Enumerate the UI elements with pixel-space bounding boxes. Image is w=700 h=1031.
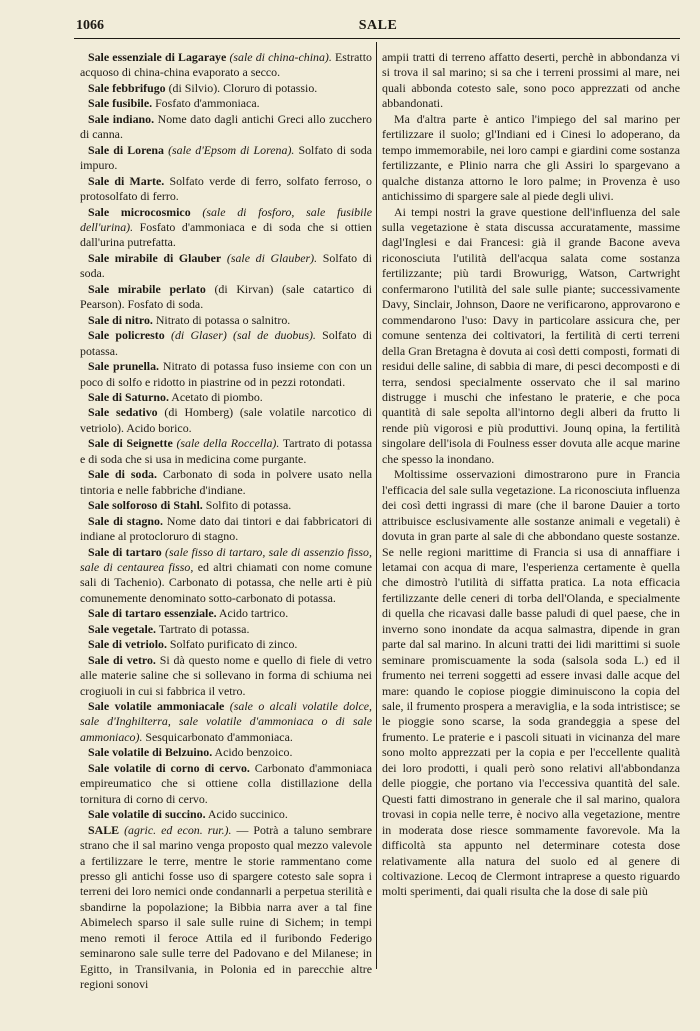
entry-definition: (di Homberg) (sale volatile narcotico di vetriolo). Acido borico.	[80, 405, 372, 435]
entry-headword: Sale prunella.	[88, 359, 159, 374]
entry-definition: Nome dato dagli antichi Greci allo zucchero di canna.	[80, 111, 372, 142]
entry-headword: Sale vegetale.	[88, 621, 157, 636]
dictionary-entry	[80, 622, 372, 637]
entry-headword: Sale di Marte.	[88, 173, 165, 188]
dictionary-entry	[80, 112, 372, 143]
dictionary-entry	[80, 96, 372, 111]
entry-definition: Tartrato di potassa.	[156, 621, 250, 636]
dictionary-entry	[80, 205, 372, 251]
scan-watermark	[545, 1018, 685, 1031]
dictionary-entry	[80, 823, 372, 993]
entry-synonym: (sale di Glauber).	[226, 250, 318, 265]
dictionary-entry	[80, 359, 372, 390]
entry-headword: Sale volatile di succino.	[88, 807, 206, 822]
left-column	[80, 50, 372, 993]
entry-definition: Solfato purificato di zinco.	[166, 637, 298, 652]
entry-headword: Sale indiano.	[88, 111, 155, 126]
entry-synonym: (sale di china-china).	[229, 50, 332, 64]
header-rule	[74, 38, 680, 39]
entry-definition: Si dà questo nome e quello di fiele di vetro alle materie saline che si sollevano in forma di schiuma nei crogiuoli in cui si fabbrica il vetro.	[80, 652, 372, 698]
dictionary-entry	[80, 50, 372, 81]
entry-headword: Sale di Seignette	[88, 436, 173, 451]
dictionary-entry	[80, 514, 372, 545]
entry-headword: Sale di tartaro	[88, 544, 162, 559]
entry-definition: Acido tartrico.	[216, 606, 289, 621]
entry-synonym: (sale di fosforo, sale fusibile dell'urina).	[80, 204, 372, 234]
entry-definition: Solfito di potassa.	[202, 498, 292, 513]
dictionary-entry	[80, 637, 372, 652]
entry-definition: Nome dato dai tintori e dai fabbricatori di indiane al protocloruro di stagno.	[80, 513, 373, 544]
dictionary-entry	[80, 405, 372, 436]
entry-headword: Sale di soda.	[88, 467, 157, 482]
entry-headword: Sale volatile ammoniacale	[88, 699, 225, 714]
running-title: SALE	[358, 18, 398, 33]
entry-definition: Nitrato di potassa o salnitro.	[152, 312, 291, 327]
entry-definition: Fosfato d'ammoniaca e di soda che si ottien dall'urina putrefatta.	[80, 219, 372, 250]
entry-definition: Solfato verde di ferro, solfato ferroso, o protosolfato di ferro.	[80, 173, 372, 204]
dictionary-entry	[80, 436, 372, 467]
entry-headword: Sale di tartaro essenziale.	[88, 606, 217, 621]
entry-headword: Sale fusibile.	[88, 96, 153, 111]
entry-synonym: (di Glaser) (sal de duobus).	[170, 328, 316, 343]
entry-headword: Sale solforoso di Stahl.	[88, 498, 203, 513]
entry-definition: Carbonato d'ammoniaca empireumatico che si ottiene colla distillazione della tornitura di corno di cervo.	[80, 760, 373, 806]
entry-definition: Carbonato di soda in polvere usato nella tintoria e nelle fabbriche d'indiane.	[80, 467, 373, 497]
entry-headword: Sale di nitro.	[88, 312, 153, 327]
body-paragraph: Ma d'altra parte è antico l'impiego del sal marino per fertilizzare il suolo; gl'Indiani ed i Cinesi lo adoperano, da tempo immemorabile, nei loro campi e giardini come sostanza fertilizzante, e Plinio narra che gli Assiri lo spargevano a qualche distanza attorno le loro palme; in Provenza è uso antichissimo di spargere sale al piede degli ulivi.	[382, 111, 680, 204]
entry-definition: Acido benzoico.	[212, 745, 293, 760]
entry-headword: Sale volatile di corno di cervo.	[88, 760, 250, 775]
entry-headword: Sale microcosmico	[88, 204, 191, 219]
dictionary-entry	[80, 745, 372, 760]
column-divider	[376, 42, 377, 969]
dictionary-entry	[80, 174, 372, 205]
entry-definition: — Potrà a taluno sembrare strano che il sal marino venga proposto qual mezzo valevole a fertilizzare le terre, mentre le storie rammentano come presso gli antichi fosse uso di spargere cotesto sale sopra i terreni dei loro nemici onde condannarli a perpetua sterilità e sbandirne la popolazione; la Bibbia narra aver a tal fine Abimelech sparso il sale sulle ruine di Sichem; in tempi meno remoti il feroce Attila ed il furibondo Federigo seminarono sale sulle terre del Padovano e del Milanese; in Egitto, in Transilvania, in Polonia ed in parecchie altre regioni sonovi	[80, 822, 372, 992]
dictionary-entry	[80, 498, 372, 513]
entry-headword: Sale di vetriolo.	[88, 637, 167, 652]
entry-synonym: (sale fisso di tartaro, sale di assenzio fisso, sale di centaurea fisso,	[80, 544, 372, 574]
entry-synonym: (sale d'Epsom di Lorena).	[168, 142, 295, 157]
dictionary-entry	[80, 313, 372, 328]
entry-headword: Sale di Saturno.	[88, 389, 169, 404]
entry-definition: (di Silvio). Cloruro di potassio.	[165, 80, 318, 95]
page-number: 1066	[76, 18, 104, 33]
dictionary-entry	[80, 761, 372, 807]
entry-synonym: (agric. ed econ. rur.).	[124, 822, 232, 837]
entry-synonym: (sale o alcali volatile dolce, sale d'Inghilterra, sale volatile d'ammoniaca o di sale ammoniaco).	[80, 699, 372, 744]
body-paragraph: Ai tempi nostri la grave questione dell'influenza del sale sulla vegetazione è stata discussa accuratamente, massime dagl'Inglesi e dai Francesi: già il grande Bacone aveva riconosciuta l'utilità dell'acqua salata come sostanza fertilizzante; più tardi Browurigg, Watson, Cartwright confermarono l'utilità del sale sulle piante; successivamente Davy, Sinclair, Johnson, Daore ne verificarono, approvarono e commendarono l'uso: Davy in particolare assicura che, per comune sentenza dei coltivatori, la fertilità di certi terreni della Gran Bretagna è dovuta ai così detti composti, formati di residui delle saline, di sabbia di mare, di pesci decomposti e di terra, sendosi specialmente osservato che il sal marino distrugge i muschi che infestano le praterie, e che poca quantità di sale sepolta all'intorno degli alberi da frutto li rende più vigorosi e più produttivi. Jounq opina, la fertilità singolare dell'isola di Foulness esser dovuta alle acque marine che spesso la inondano.	[382, 204, 680, 466]
dictionary-entry	[80, 545, 372, 607]
dictionary-entry	[80, 807, 372, 822]
entry-headword: Sale di stagno.	[88, 513, 163, 528]
entry-headword: Sale policresto	[88, 328, 165, 343]
entry-definition: Acido succinico.	[205, 807, 288, 822]
entry-synonym: (sale della Roccella).	[176, 436, 280, 451]
entry-definition: Acetato di piombo.	[168, 389, 263, 404]
entry-headword: Sale volatile di Belzuino.	[88, 745, 213, 760]
dictionary-entry	[80, 81, 372, 96]
dictionary-entry	[80, 328, 372, 359]
dictionary-entry	[80, 653, 372, 699]
entry-headword: Sale sedativo	[88, 405, 158, 420]
entry-headword: Sale mirabile di Glauber	[88, 250, 222, 265]
entry-headword: Sale di vetro.	[88, 652, 156, 667]
entry-headword: Sale febbrifugo	[88, 80, 166, 95]
entry-definition: ed altri chiamati con nome comune sali di Tachenio). Carbonato di potassa, che nelle arti è più comunemente denominato sotto-carbonato di potassa.	[80, 559, 372, 605]
body-paragraph: ampii tratti di terreno affatto deserti, perchè in abbondanza vi si trova il sal marino; si sa che i terreni prossimi al mare, nei quali abbonda cotesto sale, sono poco apprezzati od anche abbandonati.	[382, 50, 680, 111]
entry-definition: Fosfato d'ammoniaca.	[152, 96, 260, 111]
dictionary-entry	[80, 251, 372, 282]
dictionary-entry	[80, 390, 372, 405]
dictionary-entry	[80, 699, 372, 745]
entry-headword: Sale di Lorena	[88, 142, 164, 157]
dictionary-entry	[80, 143, 372, 174]
dictionary-entry	[80, 606, 372, 621]
entry-definition: Sesquicarbonato d'ammoniaca.	[142, 729, 293, 744]
entry-definition: Solfato di soda impuro.	[80, 142, 372, 173]
page-header	[74, 18, 682, 40]
entry-definition: Solfato di soda.	[80, 250, 373, 281]
entry-headword: SALE	[88, 822, 120, 837]
entry-headword: Sale mirabile perlato	[88, 281, 206, 296]
entry-headword: Sale essenziale di Lagaraye	[88, 50, 227, 64]
entry-definition: (di Kirvan) (sale catartico di Pearson). Fosfato di soda.	[80, 281, 372, 312]
dictionary-entry	[80, 282, 372, 313]
entry-definition: Estratto acquoso di china-china evaporato a secco.	[80, 50, 372, 80]
right-column	[382, 50, 680, 900]
entry-definition: Solfato di potassa.	[80, 328, 372, 358]
dictionary-entry	[80, 467, 372, 498]
entry-definition: Tartrato di potassa e di soda che si usa in medicina come purgante.	[80, 436, 372, 466]
body-paragraph: Moltissime osservazioni dimostrarono pure in Francia l'efficacia del sale sulla vegetazione. La riconosciuta influenza dei così detti ingrassi di mare (che il barone Dauier a torto attribuisce esclusivamente alle sostanze animali e vegetali) è dovuta in gran parte al sale di che abbondano queste sostanze. Se nelle regioni marittime di Francia si usa di annaffiare i letamai con acqua di mare, l'esperienza certamente è quella che dimostrò l'utilità di siffatta pratica. La nota efficacia fertilizzante delle ceneri di torba dell'Olanda, e specialmente di quella che ricavasi dalle basse paludi di quel paese, che in inverno sono inondate da acqua salmastra, dipende in gran parte dal sal marino. In alcuni tratti dei lidi marittimi si suole seminare promiscuamente la soda (salsola soda L.) ed il frumento nei terreni soggetti ad essere invasi dalle acque del mare: quando le copiose pioggie diminuiscono la copia del sale, il frumento prospera a meraviglia, e la soda intristisce; se le pioggie sono scarse, la soda grandeggia a spese del frumento. Le praterie e i pascoli situati in vicinanza del mare sono molto apprezzati per la copia e per l'eccellente qualità dei loro prodotti, i quali però sono relativi all'abbondanza delle pioggie, che portano via l'eccessiva quantità del sale. Questi fatti dimostrano in generale che il sal marino, qualora trovasi in copia nelle terre, è nocivo alla vegetazione, mentre in moderata dose riesce sommamente favorevole. Ma la difficoltà sta appunto nel determinare cotesta dose relativamente alla natura del suolo ed al genere di coltivazione. Lecoq de Clermont intraprese a questo riguardo molti sperimenti, dai quali risulta che la dose di sale più	[382, 467, 680, 899]
entry-definition: Nitrato di potassa fuso insieme con con un poco di solfo e ridotto in piastrine od in pezzi rotondati.	[80, 359, 372, 389]
